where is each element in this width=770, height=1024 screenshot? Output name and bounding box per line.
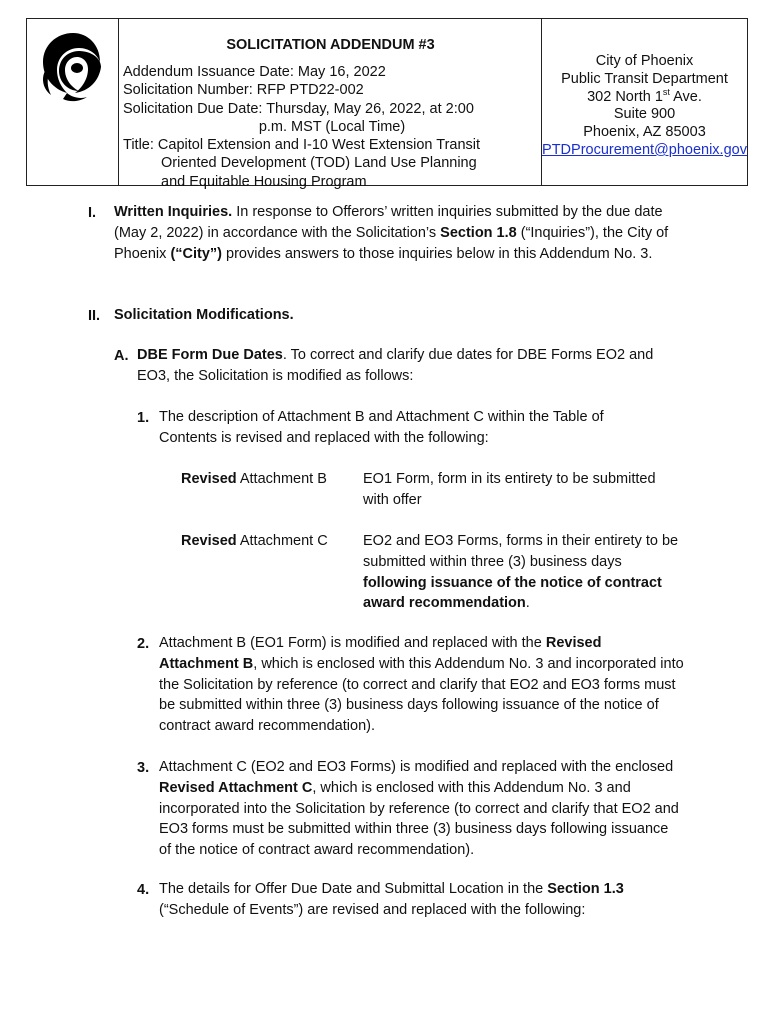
org-name: City of Phoenix <box>595 53 694 69</box>
revised-attachment-c-description: EO2 and EO3 Forms, forms in their entirety to be submitted within three (3) business days following issuance of the notice of contract award recommendation. <box>363 533 679 612</box>
city-state-zip: Phoenix, AZ 85003 <box>583 124 706 141</box>
phoenix-bird-logo-icon <box>37 29 107 103</box>
item-2-paragraph: Attachment B (EO1 Form) is modified and replaced with the Revised Attachment B, which is enclosed with this Addendum No. 3 and incorporated into the Solicitation by reference (to correct and clarify that EO2 and EO3 forms must be submitted within three (3) business days following issuance of the notice of contract award recommendation). <box>159 635 684 735</box>
solicitation-details <box>123 63 533 191</box>
project-title-line2: Oriented Development (TOD) Land Use Planning <box>161 155 477 172</box>
revised-attachment-c-label: Revised Attachment C <box>181 533 328 549</box>
item-4-number: 4. <box>137 882 150 898</box>
section-a-number: A. <box>114 348 129 364</box>
section-1-number: I. <box>88 205 97 221</box>
due-date-line1: Solicitation Due Date: Thursday, May 26, 2022, at 2:00 <box>123 100 474 117</box>
dept-name: Public Transit Department <box>561 70 728 87</box>
item-3-paragraph: Attachment C (EO2 and EO3 Forms) is modified and replaced with the enclosed Revised Attachment C, which is enclosed with this Addendum No. 3 and incorporated into the Solicitation by reference (to correct and clarify that EO2 and EO3 forms must be submitted within three (3) business days following issuance of the notice of contract award recommendation). <box>159 759 679 859</box>
section-1-heading: Written Inquiries. <box>114 204 233 220</box>
due-date-line2: p.m. MST (Local Time) <box>258 118 406 135</box>
item-2-number: 2. <box>137 636 150 652</box>
item-1-number: 1. <box>137 410 150 426</box>
section-a-paragraph: DBE Form Due Dates. To correct and clarify due dates for DBE Forms EO2 and EO3, the Solicitation is modified as follows: <box>137 347 654 384</box>
item-3-number: 3. <box>137 760 150 776</box>
revised-attachment-b-label: Revised Attachment B <box>181 471 327 487</box>
item-4-paragraph: The details for Offer Due Date and Submittal Location in the Section 1.3 (“Schedule of Events”) are revised and replaced with the following: <box>159 881 624 918</box>
department-address <box>542 53 747 160</box>
solicitation-number: Solicitation Number: RFP PTD22-002 <box>123 82 364 99</box>
project-title-line3: and Equitable Housing Program <box>161 173 367 190</box>
section-2-heading: Solicitation Modifications. <box>114 307 294 323</box>
issuance-date: Addendum Issuance Date: May 16, 2022 <box>123 64 386 80</box>
revised-attachment-b-description: EO1 Form, form in its entirety to be submitted with offer <box>363 471 656 508</box>
address-cell <box>542 19 747 185</box>
suite: Suite 900 <box>613 106 676 123</box>
section-1-paragraph: Written Inquiries. In response to Offerors’ written inquiries submitted by the due date (May 2, 2022) in accordance with the Solicitation’s Section 1.8 (“Inquiries”), the City of Phoenix (“City”) provides answers to those inquiries below in this Addendum No. 3. <box>114 204 669 262</box>
solicitation-info-cell <box>119 19 542 190</box>
section-2-number: II. <box>88 308 101 324</box>
section-a-heading: DBE Form Due Dates <box>137 347 283 363</box>
addendum-title: SOLICITATION ADDENDUM #3 <box>226 37 435 53</box>
procurement-email-link[interactable]: PTDProcurement@phoenix.gov <box>542 141 747 158</box>
street-address: 302 North 1st Ave. <box>587 86 702 105</box>
project-title-line1: Title: Capitol Extension and I-10 West Extension Transit <box>123 137 481 154</box>
logo-cell <box>27 19 119 185</box>
item-1-paragraph: The description of Attachment B and Attachment C within the Table of Contents is revised and replaced with the following: <box>159 409 604 446</box>
header-table <box>26 18 748 190</box>
